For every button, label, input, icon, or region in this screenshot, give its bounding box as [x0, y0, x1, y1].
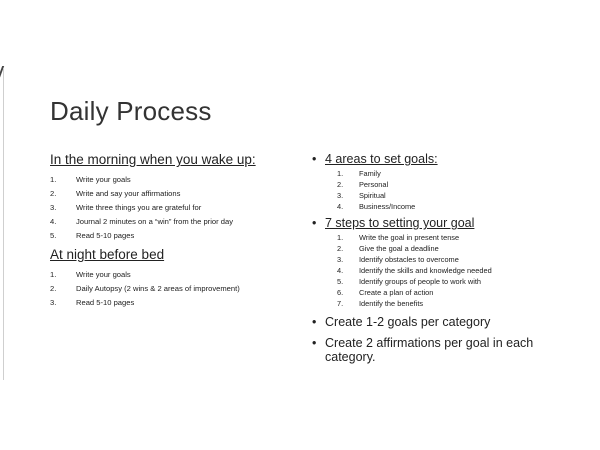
list-item: [50, 201, 300, 215]
bullet-icon: •: [312, 315, 317, 329]
list-item: [337, 287, 600, 298]
bullet-icon: •: [312, 216, 317, 230]
list-item: [50, 173, 300, 187]
slide: [3, 68, 600, 380]
list-text: Spiritual: [359, 191, 386, 200]
list-text: Write your goals: [76, 270, 131, 279]
list-item: [337, 298, 600, 309]
list-text: Business/Income: [359, 202, 416, 211]
steps-heading: 7 steps to setting your goal: [325, 216, 475, 230]
right-column: [312, 152, 600, 364]
list-number: 2.: [50, 189, 57, 198]
list-text: Identify obstacles to overcome: [359, 255, 459, 264]
list-text: Give the goal a deadline: [359, 244, 439, 253]
list-text: Identify the benefits: [359, 299, 424, 308]
night-heading: At night before bed: [50, 247, 165, 262]
list-text: Family: [359, 169, 381, 178]
list-item: [50, 296, 300, 310]
left-column: [50, 152, 300, 314]
list-item: [337, 179, 600, 190]
list-number: 3.: [337, 191, 344, 200]
goals-bullet: [312, 315, 600, 329]
list-text: Identify groups of people to work with: [359, 277, 482, 286]
list-item: [50, 229, 300, 243]
list-item: [337, 243, 600, 254]
bullet-icon: •: [312, 152, 317, 166]
list-number: 4.: [50, 217, 57, 226]
list-number: 4.: [337, 202, 344, 211]
areas-bullet: [312, 152, 600, 166]
list-text: Read 5-10 pages: [76, 231, 135, 240]
list-number: 2.: [337, 244, 344, 253]
list-number: 3.: [50, 203, 57, 212]
list-text: Write your goals: [76, 175, 131, 184]
morning-heading: In the morning when you wake up:: [50, 152, 256, 167]
steps-list: [337, 232, 600, 309]
night-list: [50, 268, 300, 310]
list-item: [337, 254, 600, 265]
list-item: [50, 187, 300, 201]
list-text: Write and say your affirmations: [76, 189, 181, 198]
list-number: 6.: [337, 288, 344, 297]
list-number: 4.: [337, 266, 344, 275]
list-item: [337, 265, 600, 276]
list-number: 1.: [337, 233, 344, 242]
bullet-icon: •: [312, 336, 317, 350]
list-text: Create a plan of action: [359, 288, 434, 297]
list-item: [50, 282, 300, 296]
list-item: [337, 190, 600, 201]
list-number: 2.: [50, 284, 57, 293]
list-item: [337, 232, 600, 243]
list-number: 1.: [337, 169, 344, 178]
list-number: 5.: [337, 277, 344, 286]
list-item: [337, 168, 600, 179]
list-item: [50, 215, 300, 229]
list-text: Identify the skills and knowledge needed: [359, 266, 492, 275]
areas-heading: 4 areas to set goals:: [325, 152, 438, 166]
affirmations-bullet-text: Create 2 affirmations per goal in each category.: [325, 336, 534, 364]
list-number: 1.: [50, 175, 57, 184]
list-item: [337, 201, 600, 212]
list-text: Daily Autopsy (2 wins & 2 areas of improvement): [76, 284, 240, 293]
list-number: 3.: [337, 255, 344, 264]
list-number: 3.: [50, 298, 57, 307]
list-number: 1.: [50, 270, 57, 279]
list-text: Write three things you are grateful for: [76, 203, 202, 212]
areas-list: [337, 168, 600, 212]
list-text: Journal 2 minutes on a “win” from the prior day: [76, 217, 234, 226]
list-number: 7.: [337, 299, 344, 308]
affirmations-bullet: [312, 336, 600, 364]
goals-bullet-text: Create 1-2 goals per category: [325, 315, 491, 329]
list-number: 5.: [50, 231, 57, 240]
list-text: Read 5-10 pages: [76, 298, 135, 307]
list-item: [337, 276, 600, 287]
list-number: 2.: [337, 180, 344, 189]
list-item: [50, 268, 300, 282]
list-text: Personal: [359, 180, 389, 189]
morning-list: [50, 173, 300, 243]
slide-title: Daily Process: [50, 96, 212, 126]
list-text: Write the goal in present tense: [359, 233, 460, 242]
steps-bullet: [312, 216, 600, 230]
